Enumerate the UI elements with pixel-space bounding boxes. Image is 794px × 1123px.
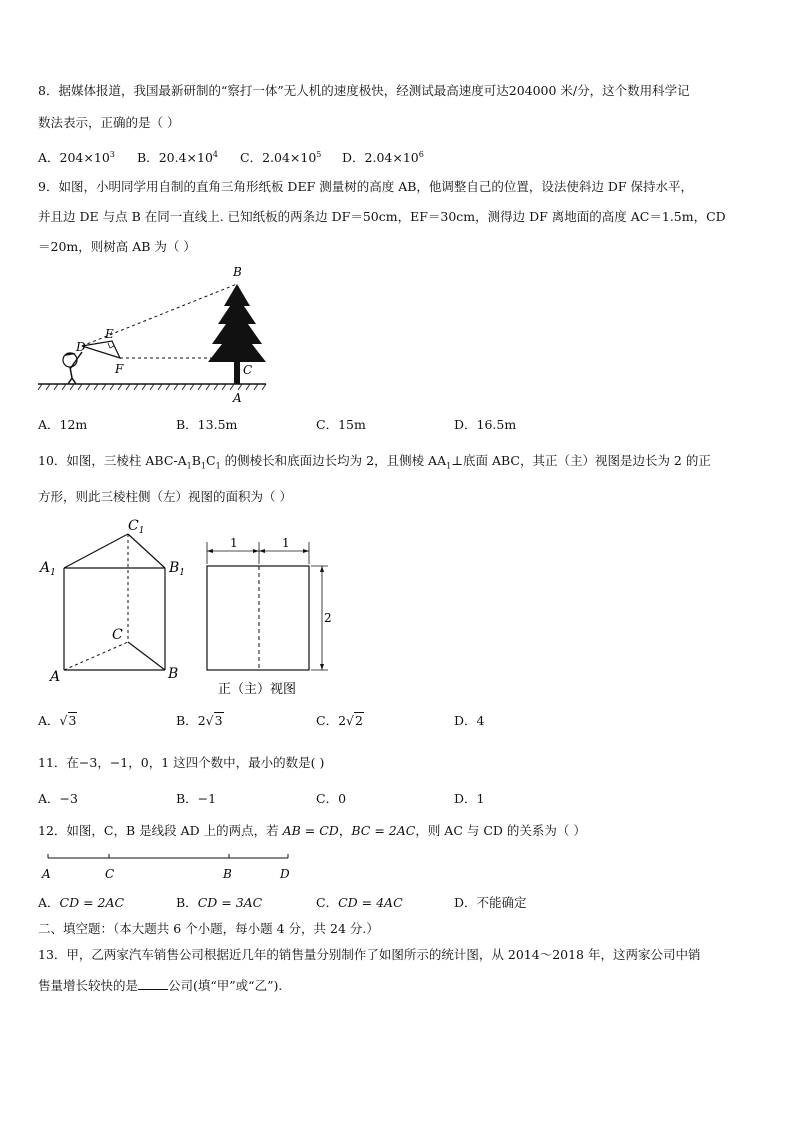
q10-label-c1: $C_1$ <box>128 518 145 536</box>
q10-view-height: 2 <box>324 611 332 625</box>
q8-option-d: D．$2.04\times 10^6$ <box>342 150 424 166</box>
q10-option-a: A．√3 <box>38 713 77 728</box>
q12-option-b: B．CD = 3AC <box>176 895 263 910</box>
q10-label-a: A <box>50 669 61 685</box>
q10-label-a1: $A_1$ <box>40 560 56 578</box>
section-heading-fill-in: 二、填空题：（本大题共 6 个小题，每小题 4 分，共 24 分.） <box>38 921 379 936</box>
q12-option-d: D．不能确定 <box>454 895 527 910</box>
q12-label-b: B <box>223 867 232 881</box>
q10-view-width-2: 1 <box>282 536 290 550</box>
q13-stem-line2: 售量增长较快的是 公司(填“甲”或“乙”). <box>38 978 283 993</box>
q12-label-c: C <box>105 867 115 881</box>
q9-option-b: B．13.5m <box>176 417 238 432</box>
q10-label-b1: $B_1$ <box>169 560 186 578</box>
q11-option-c: C．0 <box>316 791 347 806</box>
q13-answer-blank[interactable] <box>138 976 168 990</box>
q12-label-a: A <box>42 867 51 881</box>
q8-option-b: B．$20.4\times 10^4$ <box>137 150 218 166</box>
q9-option-d: D．16.5m <box>454 417 517 432</box>
q9-option-c: C．15m <box>316 417 366 432</box>
q9-label-e: E <box>105 327 114 341</box>
q8-option-c: C．$2.04\times 10^5$ <box>240 150 322 166</box>
q11-option-b: B．−1 <box>176 791 217 806</box>
q9-label-f: F <box>115 362 124 376</box>
q12-segment-figure <box>38 848 298 884</box>
q9-label-b: B <box>233 265 242 279</box>
q12-label-d: D <box>280 867 290 881</box>
q10-view-width-1: 1 <box>230 536 238 550</box>
q9-option-a: A．12m <box>38 417 88 432</box>
q10-option-b: B．2√3 <box>176 713 223 728</box>
q11-option-d: D．1 <box>454 791 485 806</box>
q9-label-a: A <box>233 391 242 405</box>
q10-option-c: C．2√2 <box>316 713 363 728</box>
q9-label-c: C <box>243 363 253 377</box>
q13-stem-line1: 13．甲，乙两家汽车销售公司根据近几年的销售量分别制作了如图所示的统计图，从 2014～2018 年，这两家公司中销 <box>38 947 701 962</box>
q8-stem-line1: 8．据媒体报道，我国最新研制的“察打一体”无人机的速度极快，经测试最高速度可达204000 米/分，这个数用科学记 <box>38 83 690 98</box>
q12-stem: 12．如图，C，B 是线段 AD 上的两点，若 AB = CD，BC = 2AC，则 AC 与 CD 的关系为（ ） <box>38 823 586 838</box>
q9-tree-figure <box>38 266 268 406</box>
q12-option-a: A．CD = 2AC <box>38 895 125 910</box>
q11-option-a: A．−3 <box>38 791 78 806</box>
q8-option-a: A．$204\times 10^3$ <box>38 150 115 166</box>
q10-stem-line1: 10．如图，三棱柱 ABC-$A_1B_1C_1$ 的侧棱长和底面边长均为 2，且侧棱 $AA_1\perp$底面 ABC，其正（主）视图是边长为 2 的正 <box>38 453 711 471</box>
q9-stem-line1: 9．如图，小明同学用自制的直角三角形纸板 DEF 测量树的高度 AB，他调整自己的位置，设法使斜边 DF 保持水平， <box>38 179 694 194</box>
q10-front-view-figure <box>200 534 340 704</box>
q10-stem-line2: 方形，则此三棱柱侧（左）视图的面积为（ ） <box>38 489 292 504</box>
q10-prism-figure <box>38 518 198 688</box>
q11-stem: 11．在−3，−1，0，1 这四个数中，最小的数是( ) <box>38 755 325 770</box>
q12-option-c: C．CD = 4AC <box>316 895 403 910</box>
q10-label-c: C <box>112 627 123 643</box>
q9-stem-line3: ＝20m，则树高 AB 为（ ） <box>38 239 196 254</box>
q10-view-caption: 正（主）视图 <box>218 682 297 697</box>
q9-label-d: D <box>76 340 86 354</box>
q8-stem-line2: 数法表示，正确的是（ ） <box>38 115 180 130</box>
q10-option-d: D．4 <box>454 713 485 728</box>
q10-label-b: B <box>168 666 179 682</box>
q9-stem-line2: 并且边 DE 与点 B 在同一直线上. 已知纸板的两条边 DF＝50cm，EF＝30cm，测得边 DF 离地面的高度 AC＝1.5m，CD <box>38 209 726 224</box>
